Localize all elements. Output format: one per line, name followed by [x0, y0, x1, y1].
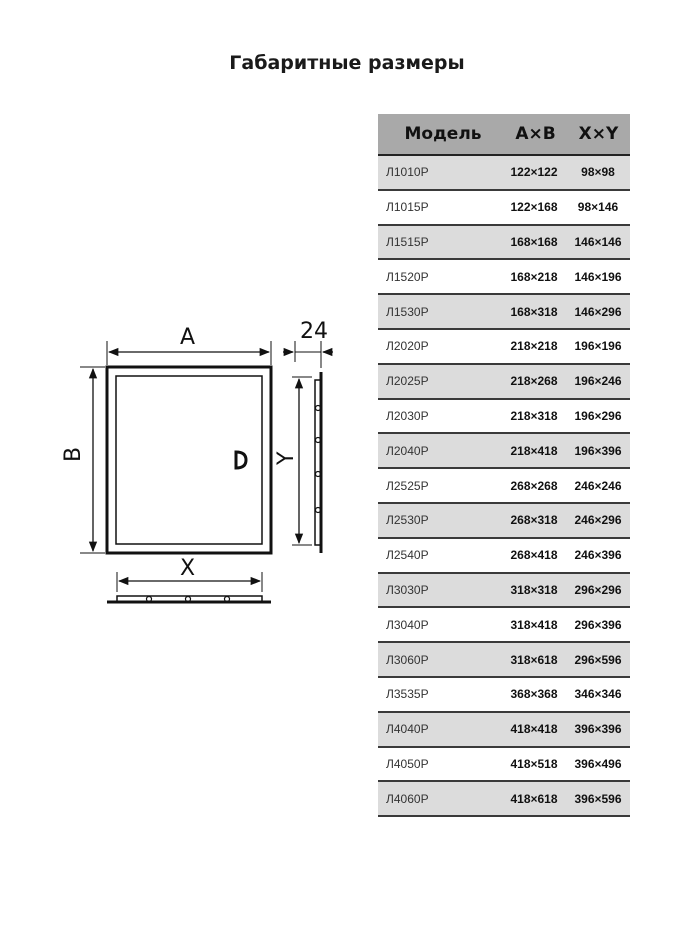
table-row [378, 539, 630, 574]
cell-model: Л1010Р [386, 165, 429, 180]
cell-model: Л2025Р [386, 374, 429, 389]
cell-ab: 122×122 [510, 165, 558, 180]
cell-model: Л4050Р [386, 756, 429, 771]
cell-model: Л3535Р [386, 687, 429, 702]
cell-xy: 296×396 [574, 617, 622, 632]
cell-ab: 268×318 [510, 513, 558, 528]
cell-ab: 168×318 [510, 304, 558, 319]
cell-model: Л1015Р [386, 200, 429, 215]
table-row [378, 782, 630, 817]
dimension-diagram [0, 0, 370, 620]
cell-ab: 168×218 [510, 269, 558, 284]
table-row [378, 434, 630, 469]
hatch-side-view [315, 372, 321, 553]
cell-ab: 218×268 [510, 374, 558, 389]
table-row [378, 608, 630, 643]
header-model: Модель [404, 124, 482, 144]
cell-model: Л1520Р [386, 269, 429, 284]
table-row [378, 678, 630, 713]
cell-model: Л3030Р [386, 582, 429, 597]
table-row [378, 260, 630, 295]
cell-xy: 98×146 [577, 200, 619, 215]
table-row [378, 330, 630, 365]
table-row [378, 226, 630, 261]
cell-xy: 396×596 [574, 791, 622, 806]
cell-xy: 296×596 [574, 652, 622, 667]
dimensions-table [378, 114, 630, 817]
cell-xy: 246×246 [574, 478, 622, 493]
cell-ab: 168×168 [510, 234, 558, 249]
cell-ab: 218×218 [510, 339, 558, 354]
cell-xy: 146×146 [574, 234, 622, 249]
cell-model: Л2540Р [386, 548, 429, 563]
cell-ab: 418×618 [510, 791, 558, 806]
cell-model: Л4040Р [386, 722, 429, 737]
lock-icon [236, 452, 246, 468]
cell-ab: 418×418 [510, 722, 558, 737]
cell-ab: 318×618 [510, 652, 558, 667]
hatch-bottom-view [107, 596, 271, 602]
cell-model: Л3040Р [386, 617, 429, 632]
cell-model: Л2030Р [386, 408, 429, 423]
cell-xy: 98×98 [581, 165, 615, 180]
label-x: X [180, 556, 196, 581]
table-row [378, 295, 630, 330]
table-row [378, 156, 630, 191]
cell-xy: 196×246 [574, 374, 622, 389]
dimension-depth [283, 341, 333, 368]
cell-xy: 296×296 [574, 582, 622, 597]
header-xy: X×Y [578, 124, 619, 144]
cell-ab: 368×368 [510, 687, 558, 702]
cell-model: Л1515Р [386, 234, 429, 249]
table-row [378, 191, 630, 226]
table-body [378, 156, 630, 817]
table-row [378, 504, 630, 539]
page-title: Габаритные размеры [229, 52, 465, 74]
header-ab: A×B [515, 124, 556, 144]
table-row [378, 574, 630, 609]
cell-xy: 146×196 [574, 269, 622, 284]
label-b: B [61, 446, 86, 462]
cell-xy: 246×296 [574, 513, 622, 528]
cell-ab: 122×168 [510, 200, 558, 215]
cell-ab: 418×518 [510, 756, 558, 771]
label-a: A [180, 325, 196, 350]
label-depth: 24 [300, 319, 328, 344]
table-row [378, 643, 630, 678]
cell-xy: 246×396 [574, 548, 622, 563]
cell-model: Л2530Р [386, 513, 429, 528]
cell-xy: 396×496 [574, 756, 622, 771]
cell-model: Л3060Р [386, 652, 429, 667]
cell-ab: 218×418 [510, 443, 558, 458]
cell-xy: 396×396 [574, 722, 622, 737]
cell-model: Л4060Р [386, 791, 429, 806]
hatch-front-view [107, 367, 271, 553]
cell-xy: 196×196 [574, 339, 622, 354]
cell-ab: 268×418 [510, 548, 558, 563]
cell-model: Л2525Р [386, 478, 429, 493]
cell-ab: 318×318 [510, 582, 558, 597]
table-row [378, 469, 630, 504]
table-header [378, 114, 630, 156]
cell-xy: 196×296 [574, 408, 622, 423]
cell-xy: 146×296 [574, 304, 622, 319]
table-row [378, 748, 630, 783]
table-row [378, 365, 630, 400]
label-y: Y [274, 451, 299, 465]
table-row [378, 713, 630, 748]
cell-model: Л2020Р [386, 339, 429, 354]
table-row [378, 400, 630, 435]
cell-model: Л1530Р [386, 304, 429, 319]
cell-ab: 318×418 [510, 617, 558, 632]
cell-xy: 196×396 [574, 443, 622, 458]
cell-xy: 346×346 [574, 687, 622, 702]
cell-ab: 218×318 [510, 408, 558, 423]
cell-model: Л2040Р [386, 443, 429, 458]
cell-ab: 268×268 [510, 478, 558, 493]
